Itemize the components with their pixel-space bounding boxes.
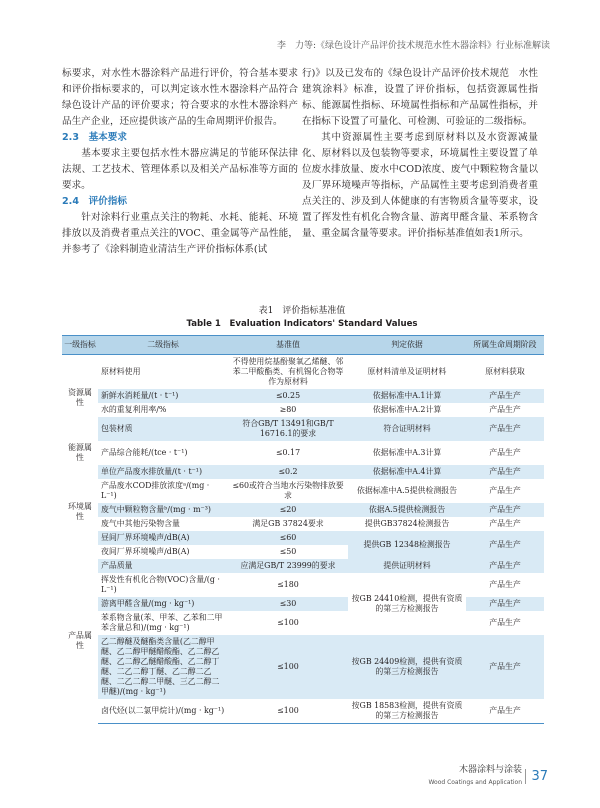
value-cell: ≤50 xyxy=(228,545,348,559)
header-cell: 所属生命周期阶段 xyxy=(466,336,544,355)
table-row xyxy=(62,611,544,635)
value-cell: ≥80 xyxy=(228,403,348,417)
basis-cell: 依据标准中A.4计算 xyxy=(348,465,466,479)
paragraph: 其中资源属性主要考虑到原材料以及水资源减量化、原材料以及包装物等要求，环境属性主要设置了单位废水排放量、废水中COD浓度、废气中颗粒物含量以及厂界环境噪声等指标，产品属性主要考虑到消费者重点关注的、涉及到人体健康的有害物质含量等要求，设置了挥发性有机化合物含量、游离甲醛含量、苯系物含量、重金属含量等要求。评价指标基准值如表1所示。 xyxy=(302,132,538,239)
table-row xyxy=(62,699,544,724)
stage-cell: 产品生产 xyxy=(466,403,544,417)
value-cell: ≤30 xyxy=(228,597,348,611)
table-header-row xyxy=(62,336,544,355)
table-row xyxy=(62,479,544,503)
basis-cell: 提供GB 12348检测报告 xyxy=(348,531,466,559)
indicator-cell: 单位产品废水排放量/(t · t⁻¹) xyxy=(98,465,228,479)
basis-cell: 提供GB37824检测报告 xyxy=(348,517,466,531)
stage-cell: 产品生产 xyxy=(466,479,544,503)
journal-name: 木器涂料与涂装 xyxy=(458,765,522,775)
stage-cell: 产品生产 xyxy=(466,635,544,699)
value-cell: 符合GB/T 13491和GB/T 16716.1的要求 xyxy=(228,417,348,441)
indicator-cell: 产品综合能耗/(tce · t⁻¹) xyxy=(98,441,228,465)
paragraph: 标要求，对水性木器涂料产品进行评价，符合基本要求和评价指标要求的，可以判定该水性木器涂料产品符合绿色设计产品的评价要求；符合要求的水性木器涂料产品生产企业，还应提供该产品的生命周期评价报告。 xyxy=(62,68,298,127)
basis-cell: 依据A.5提供检测报告 xyxy=(348,503,466,517)
stage-cell: 原材料获取 xyxy=(466,355,544,390)
table-row xyxy=(62,389,544,403)
value-cell: 应满足GB/T 23999的要求 xyxy=(228,559,348,573)
category-cell: 资源属性 xyxy=(62,355,98,442)
paragraph: 行)》以及已发布的《绿色设计产品评价技术规范 水性建筑涂料》标准，设置了评价指标，包括资源属性指标、能源属性指标、环境属性指标和产品属性指标，并在指标下设置了可量化、可检测、可验证的二级指标。 xyxy=(302,68,538,127)
table-row xyxy=(62,355,544,390)
table-row xyxy=(62,417,544,441)
indicator-cell: 水的重复利用率/% xyxy=(98,403,228,417)
basis-cell: 符合证明材料 xyxy=(348,417,466,441)
value-cell: ≤100 xyxy=(228,699,348,724)
value-cell: 满足GB 37824要求 xyxy=(228,517,348,531)
stage-cell: 产品生产 xyxy=(466,611,544,635)
basis-cell: 按GB 18583检测，提供有资质的第三方检测报告 xyxy=(348,699,466,724)
value-cell: ≤0.17 xyxy=(228,441,348,465)
table-row xyxy=(62,517,544,531)
value-cell: ≤180 xyxy=(228,573,348,597)
basis-cell: 原材料清单及证明材料 xyxy=(348,355,466,390)
indicator-cell: 产品质量 xyxy=(98,559,228,573)
section-heading: 2.3 基本要求 xyxy=(62,132,127,143)
basis-cell: 依据标准中A.3计算 xyxy=(348,441,466,465)
table-row xyxy=(62,441,544,465)
indicator-cell: 新鲜水消耗量/(t · t⁻¹) xyxy=(98,389,228,403)
table-row xyxy=(62,531,544,545)
stage-cell: 产品生产 xyxy=(466,531,544,559)
table-row xyxy=(62,465,544,479)
right-column xyxy=(302,66,538,242)
header-cell: 判定依据 xyxy=(348,336,466,355)
stage-cell: 产品生产 xyxy=(466,441,544,465)
basis-cell: 提供证明材料 xyxy=(348,559,466,573)
table-row xyxy=(62,559,544,573)
basis-cell: 依据标准中A.2计算 xyxy=(348,403,466,417)
table-row xyxy=(62,503,544,517)
indicator-cell: 废气中其他污染物含量 xyxy=(98,517,228,531)
indicator-cell: 卤代烃(以二氯甲烷计)/(mg · kg⁻¹) xyxy=(98,699,228,724)
stage-cell: 产品生产 xyxy=(466,417,544,441)
table-title-en: Table 1 Evaluation Indicators' Standard Values xyxy=(186,319,418,329)
page-number: 37 xyxy=(525,769,548,784)
value-cell: ≤100 xyxy=(228,611,348,635)
indicator-cell: 昼间厂界环境噪声/dB(A) xyxy=(98,531,228,545)
value-cell: 不得使用烷基酚聚氧乙烯醚、邻苯二甲酸酯类、有机锡化合物等作为原材料 xyxy=(228,355,348,390)
paragraph: 基本要求主要包括水性木器应满足的节能环保法律法规、工艺技术、管理体系以及相关产品标准等方面的要求。 xyxy=(62,148,298,191)
indicator-cell: 废气中颗粒物含量ᵇ/(mg · m⁻³) xyxy=(98,503,228,517)
category-cell: 产品属性 xyxy=(62,559,98,724)
header-cell: 基准值 xyxy=(228,336,348,355)
indicator-cell: 包装材质 xyxy=(98,417,228,441)
stage-cell: 产品生产 xyxy=(466,389,544,403)
stage-cell: 产品生产 xyxy=(466,465,544,479)
table-row xyxy=(62,403,544,417)
value-cell: ≤20 xyxy=(228,503,348,517)
value-cell: ≤60 xyxy=(228,531,348,545)
table-row xyxy=(62,597,544,611)
running-head: 李 力等:《绿色设计产品评价技术规范水性木器涂料》行业标准解读 xyxy=(276,41,550,51)
table-caption xyxy=(62,305,542,331)
stage-cell: 产品生产 xyxy=(466,517,544,531)
indicator-cell: 挥发性有机化合物(VOC)含量/(g · L⁻¹) xyxy=(98,573,228,597)
basis-cell: 依据标准中A.5提供检测报告 xyxy=(348,479,466,503)
category-cell: 能源属性 xyxy=(62,441,98,465)
table-title-cn: 表1 评价指标基准值 xyxy=(258,306,346,316)
value-cell: ≤0.25 xyxy=(228,389,348,403)
journal-name-en: Wood Coatings and Application xyxy=(428,779,522,786)
stage-cell: 产品生产 xyxy=(466,573,544,597)
basis-cell: 依据标准中A.1计算 xyxy=(348,389,466,403)
table-row xyxy=(62,635,544,699)
stage-cell: 产品生产 xyxy=(466,597,544,611)
indicator-cell: 夜间厂界环境噪声/dB(A) xyxy=(98,545,228,559)
section-heading: 2.4 评价指标 xyxy=(62,196,127,207)
indicator-table xyxy=(62,335,544,724)
indicator-cell: 苯系物含量(苯、甲苯、乙苯和二甲苯含量总和)/(mg · kg⁻¹) xyxy=(98,611,228,635)
value-cell: ≤100 xyxy=(228,635,348,699)
stage-cell: 产品生产 xyxy=(466,699,544,724)
left-column xyxy=(62,66,298,258)
stage-cell: 产品生产 xyxy=(466,503,544,517)
value-cell: ≤60或符合当地水污染物排放要求 xyxy=(228,479,348,503)
indicator-cell: 产品废水COD排放浓度ᵃ/(mg · L⁻¹) xyxy=(98,479,228,503)
header-cell: 一级指标 xyxy=(62,336,98,355)
indicator-cell: 原材料使用 xyxy=(98,355,228,390)
category-cell: 环境属性 xyxy=(62,465,98,559)
table-row xyxy=(62,573,544,597)
indicator-cell: 乙二醇醚及醚酯类含量(乙二醇甲醚、乙二醇甲醚醋酸酯、乙二醇乙醚、乙二醇乙醚醋酸酯、乙二醇丁醚、二乙二醇丁醚、乙二醇二乙醚、二乙二醇二甲醚、三乙二醇二甲醚)/(mg · kg⁻¹) xyxy=(98,635,228,699)
paragraph: 针对涂料行业重点关注的物耗、水耗、能耗、环境排放以及消费者重点关注的VOC、重金属等产品性能，并参考了《涂料制造业清洁生产评价指标体系(试 xyxy=(62,212,298,255)
basis-cell: 按GB 24410检测，提供有资质的第三方检测报告 xyxy=(348,573,466,635)
indicator-cell: 游离甲醛含量/(mg · kg⁻¹) xyxy=(98,597,228,611)
value-cell: ≤0.2 xyxy=(228,465,348,479)
stage-cell: 产品生产 xyxy=(466,559,544,573)
header-cell: 二级指标 xyxy=(98,336,228,355)
basis-cell: 按GB 24409检测，提供有资质的第三方检测报告 xyxy=(348,635,466,699)
